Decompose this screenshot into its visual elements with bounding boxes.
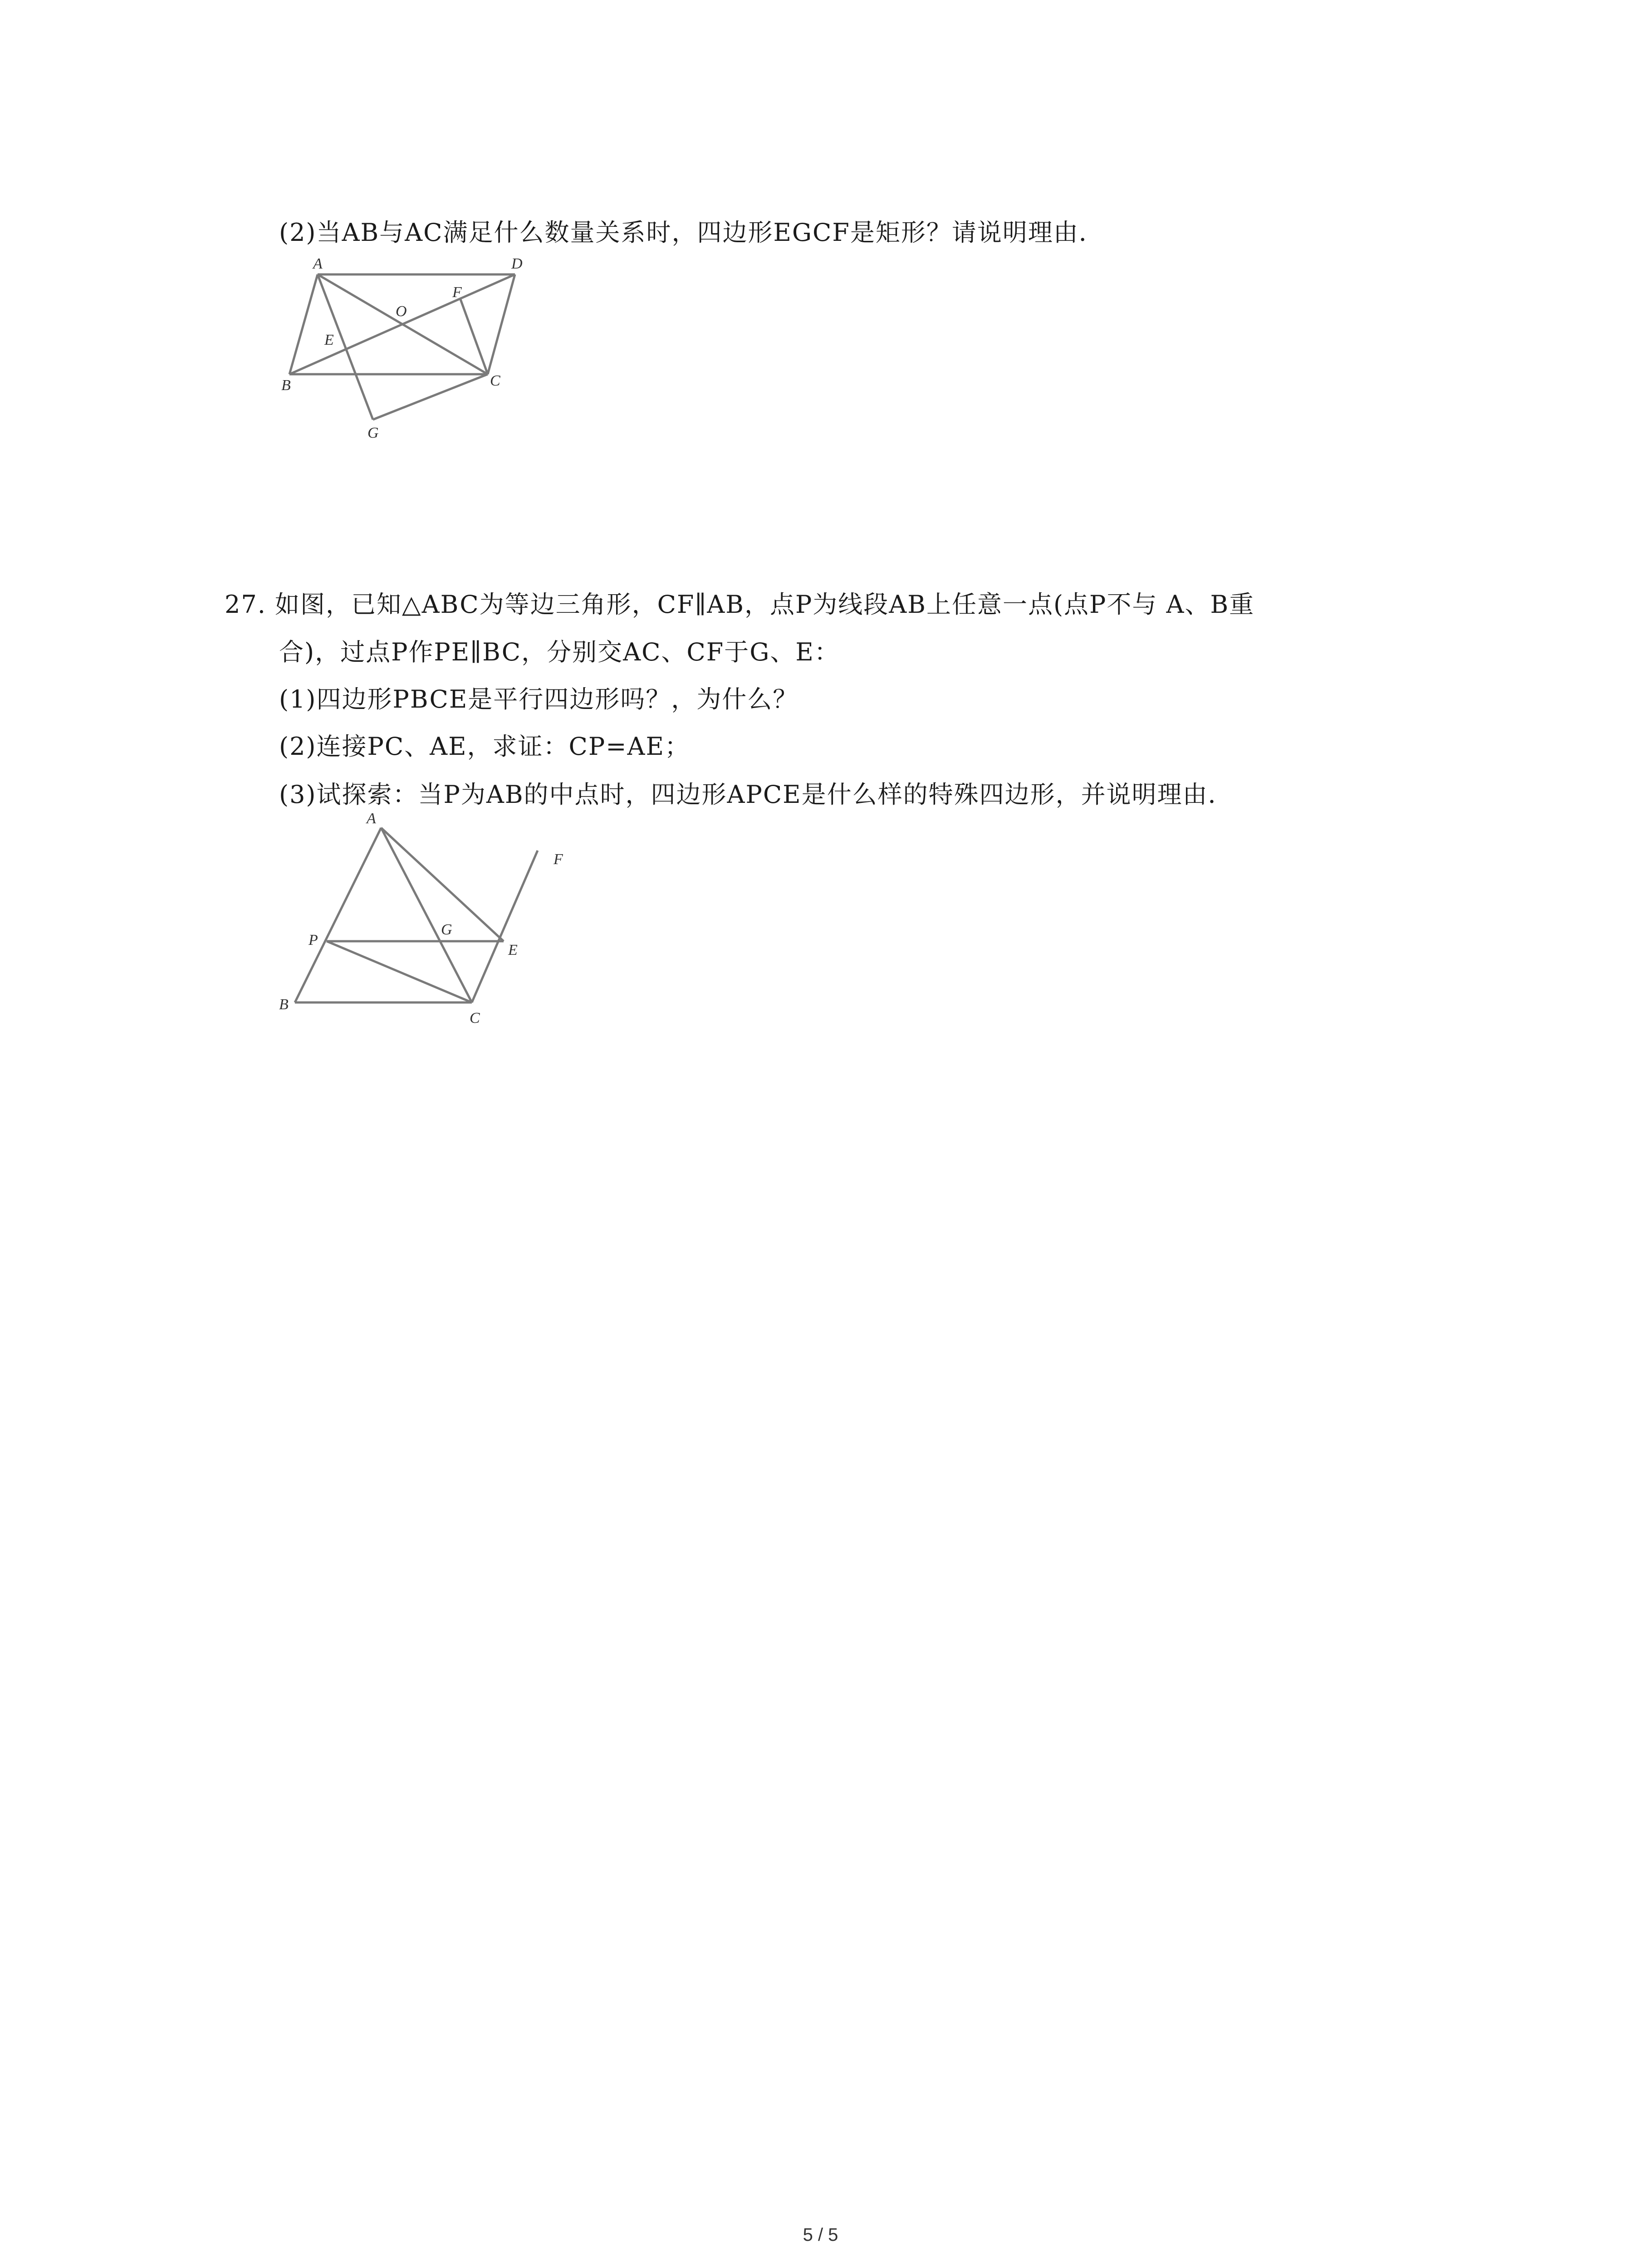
q27-line1: 27. 如图，已知△ABC为等边三角形，CF∥AB，点P为线段AB上任意一点(点P不与 A、B重 bbox=[225, 590, 1255, 619]
segment-AC bbox=[381, 828, 472, 1002]
segment-DC bbox=[488, 274, 515, 374]
segment-AB bbox=[295, 828, 381, 1002]
label-E: E bbox=[508, 942, 518, 958]
label-P: P bbox=[309, 932, 318, 948]
label-G: G bbox=[367, 425, 379, 441]
segment-GC bbox=[373, 374, 488, 420]
segment-AB bbox=[289, 274, 318, 374]
label-F: F bbox=[554, 851, 563, 868]
figure-parallelogram bbox=[272, 254, 554, 445]
page-number: 5 / 5 bbox=[803, 2225, 838, 2245]
label-C: C bbox=[470, 1010, 480, 1026]
label-O: O bbox=[396, 303, 407, 320]
figure-equilateral-triangle bbox=[272, 807, 599, 1034]
label-B: B bbox=[279, 996, 289, 1013]
label-F: F bbox=[452, 284, 462, 301]
q27-line2: 合)，过点P作PE∥BC，分别交AC、CF于G、E： bbox=[279, 638, 840, 666]
label-E: E bbox=[324, 332, 334, 348]
q27-part3: (3)试探索：当P为AB的中点时，四边形APCE是什么样的特殊四边形，并说明理由． bbox=[279, 780, 1234, 809]
label-A: A bbox=[367, 810, 376, 827]
label-A: A bbox=[313, 255, 323, 272]
label-C: C bbox=[490, 372, 500, 389]
q26-part2-text: (2)当AB与AC满足什么数量关系时，四边形EGCF是矩形？请说明理由． bbox=[279, 218, 1104, 247]
q27-part1: (1)四边形PBCE是平行四边形吗？，为什么？ bbox=[279, 685, 798, 714]
q27-part2: (2)连接PC、AE，求证：CP=AE； bbox=[279, 732, 690, 761]
label-G: G bbox=[441, 921, 452, 938]
segment-FC bbox=[460, 299, 488, 374]
segment-PC bbox=[327, 941, 472, 1002]
label-B: B bbox=[281, 377, 291, 394]
label-D: D bbox=[511, 255, 523, 272]
segment-CF bbox=[472, 850, 538, 1002]
